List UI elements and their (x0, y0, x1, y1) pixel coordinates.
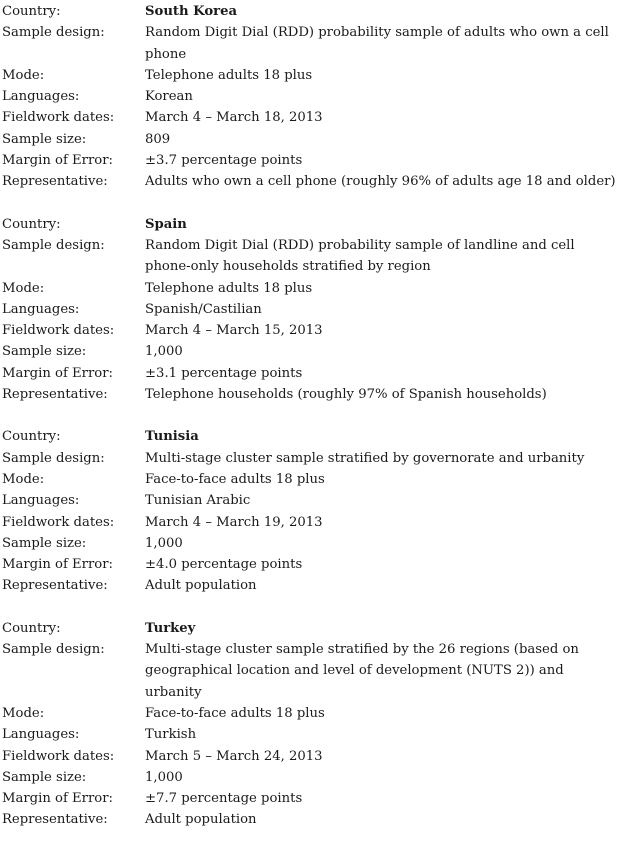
representative-value: Adults who own a cell phone (roughly 96% of adults age 18 and older) (145, 174, 616, 190)
mode-row (2, 65, 618, 86)
country-label: Country: (2, 216, 61, 232)
fieldwork-dates-value: March 4 – March 18, 2013 (145, 110, 323, 126)
margin-of-error-label: Margin of Error: (2, 365, 113, 381)
languages-row (2, 299, 618, 320)
languages-value: Turkish (145, 727, 197, 743)
country-row (2, 1, 618, 22)
sample-design-label: Sample design: (2, 450, 105, 466)
country-block-tunisia (2, 426, 618, 596)
sample-design-label: Sample design: (2, 25, 105, 41)
fieldwork-dates-row (2, 746, 618, 767)
country-block-south-korea (2, 1, 618, 193)
fieldwork-dates-row (2, 107, 618, 128)
sample-design-row (2, 448, 618, 469)
fieldwork-dates-value: March 4 – March 15, 2013 (145, 323, 323, 339)
country-row (2, 618, 618, 639)
sample-size-row (2, 341, 618, 362)
sample-design-value: Random Digit Dial (RDD) probability sample of landline and cell phone-only households stratified by region (145, 237, 575, 275)
country-label: Country: (2, 4, 61, 19)
margin-of-error-value: ±7.7 percentage points (145, 791, 303, 807)
country-name: Turkey (145, 620, 196, 636)
sample-size-row (2, 767, 618, 788)
representative-value: Telephone households (roughly 97% of Spanish households) (145, 387, 547, 403)
margin-of-error-row (2, 363, 618, 384)
sample-size-label: Sample size: (2, 344, 87, 360)
languages-label: Languages: (2, 493, 80, 509)
country-name: South Korea (145, 4, 238, 19)
mode-row (2, 703, 618, 724)
mode-value: Face-to-face adults 18 plus (145, 471, 325, 487)
languages-label: Languages: (2, 89, 80, 105)
margin-of-error-label: Margin of Error: (2, 557, 113, 573)
country-label: Country: (2, 429, 61, 445)
languages-value: Korean (145, 89, 193, 105)
sample-design-row (2, 22, 618, 65)
languages-label: Languages: (2, 301, 80, 317)
mode-row (2, 278, 618, 299)
representative-label: Representative: (2, 387, 108, 403)
languages-row (2, 490, 618, 511)
margin-of-error-row (2, 788, 618, 809)
sample-design-label: Sample design: (2, 237, 105, 253)
sample-size-value: 1,000 (145, 535, 183, 551)
margin-of-error-value: ±4.0 percentage points (145, 557, 303, 573)
country-block-spain (2, 214, 618, 406)
representative-value: Adult population (145, 578, 257, 594)
sample-design-row (2, 235, 618, 278)
fieldwork-dates-row (2, 512, 618, 533)
languages-value: Tunisian Arabic (145, 493, 251, 509)
margin-of-error-value: ±3.7 percentage points (145, 153, 303, 169)
sample-size-label: Sample size: (2, 131, 87, 147)
representative-row (2, 171, 618, 192)
margin-of-error-label: Margin of Error: (2, 791, 113, 807)
sample-size-value: 1,000 (145, 769, 183, 785)
fieldwork-dates-label: Fieldwork dates: (2, 748, 115, 764)
representative-label: Representative: (2, 578, 108, 594)
representative-row (2, 575, 618, 596)
languages-row (2, 724, 618, 745)
languages-row (2, 86, 618, 107)
sample-size-label: Sample size: (2, 535, 87, 551)
sample-size-value: 809 (145, 131, 171, 147)
margin-of-error-row (2, 554, 618, 575)
sample-size-label: Sample size: (2, 769, 87, 785)
fieldwork-dates-label: Fieldwork dates: (2, 323, 115, 339)
mode-label: Mode: (2, 280, 45, 296)
representative-label: Representative: (2, 174, 108, 190)
country-row (2, 214, 618, 235)
sample-design-row (2, 639, 618, 703)
country-block-turkey (2, 618, 618, 831)
country-row (2, 426, 618, 447)
fieldwork-dates-row (2, 320, 618, 341)
sample-size-row (2, 129, 618, 150)
fieldwork-dates-label: Fieldwork dates: (2, 110, 115, 126)
mode-value: Telephone adults 18 plus (145, 280, 313, 296)
sample-design-value: Random Digit Dial (RDD) probability sample of adults who own a cell phone (145, 25, 609, 62)
representative-row (2, 384, 618, 405)
languages-value: Spanish/Castilian (145, 301, 262, 317)
margin-of-error-value: ±3.1 percentage points (145, 365, 303, 381)
mode-value: Telephone adults 18 plus (145, 67, 313, 83)
country-name: Tunisia (145, 429, 199, 445)
mode-label: Mode: (2, 67, 45, 83)
representative-label: Representative: (2, 812, 108, 828)
mode-label: Mode: (2, 705, 45, 721)
mode-value: Face-to-face adults 18 plus (145, 705, 325, 721)
mode-row (2, 469, 618, 490)
representative-value: Adult population (145, 812, 257, 828)
fieldwork-dates-value: March 5 – March 24, 2013 (145, 748, 323, 764)
margin-of-error-label: Margin of Error: (2, 153, 113, 169)
survey-methodology-document (2, 1, 618, 852)
fieldwork-dates-value: March 4 – March 19, 2013 (145, 514, 323, 530)
margin-of-error-row (2, 150, 618, 171)
sample-size-value: 1,000 (145, 344, 183, 360)
sample-size-row (2, 533, 618, 554)
fieldwork-dates-label: Fieldwork dates: (2, 514, 115, 530)
country-label: Country: (2, 620, 61, 636)
sample-design-value: Multi-stage cluster sample stratified by governorate and urbanity (145, 450, 585, 466)
representative-row (2, 809, 618, 830)
sample-design-label: Sample design: (2, 642, 105, 658)
mode-label: Mode: (2, 471, 45, 487)
languages-label: Languages: (2, 727, 80, 743)
country-name: Spain (145, 216, 187, 232)
sample-design-value: Multi-stage cluster sample stratified by the 26 regions (based on geographical location and level of development (NUTS 2)) and urbanity (145, 642, 579, 700)
